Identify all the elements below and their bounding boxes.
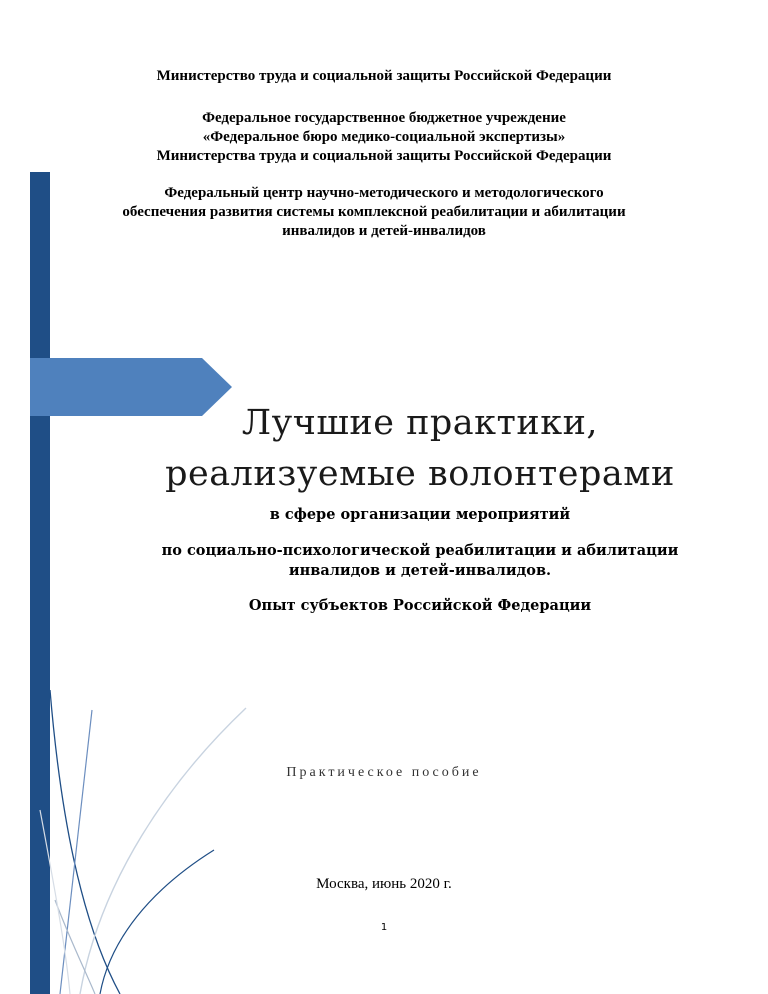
subtitle-line-1: в сфере организации мероприятий: [269, 506, 571, 523]
ministry-name: Министерство труда и социальной защиты Российской Федерации: [156, 68, 612, 84]
subtitle-line-4: Опыт субъектов Российской Федерации: [248, 597, 592, 614]
institution-line-1: Федеральное государственное бюджетное учреждение: [202, 110, 566, 126]
center-line-2: обеспечения развития системы комплексной реабилитации и абилитации: [122, 204, 626, 220]
title-line-1: Лучшие практики,: [241, 403, 599, 443]
decorative-curves: [0, 690, 260, 994]
document-type: Практическое пособие: [286, 765, 482, 780]
subtitle-line-3: инвалидов и детей-инвалидов.: [288, 562, 552, 579]
place-and-date: Москва, июнь 2020 г.: [316, 876, 452, 892]
institution-line-3: Министерства труда и социальной защиты Российской Федерации: [156, 148, 612, 164]
title-line-2: реализуемые волонтерами: [165, 454, 675, 494]
center-line-3: инвалидов и детей-инвалидов: [282, 223, 486, 239]
subtitle-line-2: по социально-психологической реабилитации и абилитации: [161, 542, 679, 559]
institution-line-2: «Федеральное бюро медико-социальной экспертизы»: [202, 129, 566, 145]
center-line-1: Федеральный центр научно-методического и методологического: [164, 185, 604, 201]
page-number: 1: [380, 922, 388, 933]
